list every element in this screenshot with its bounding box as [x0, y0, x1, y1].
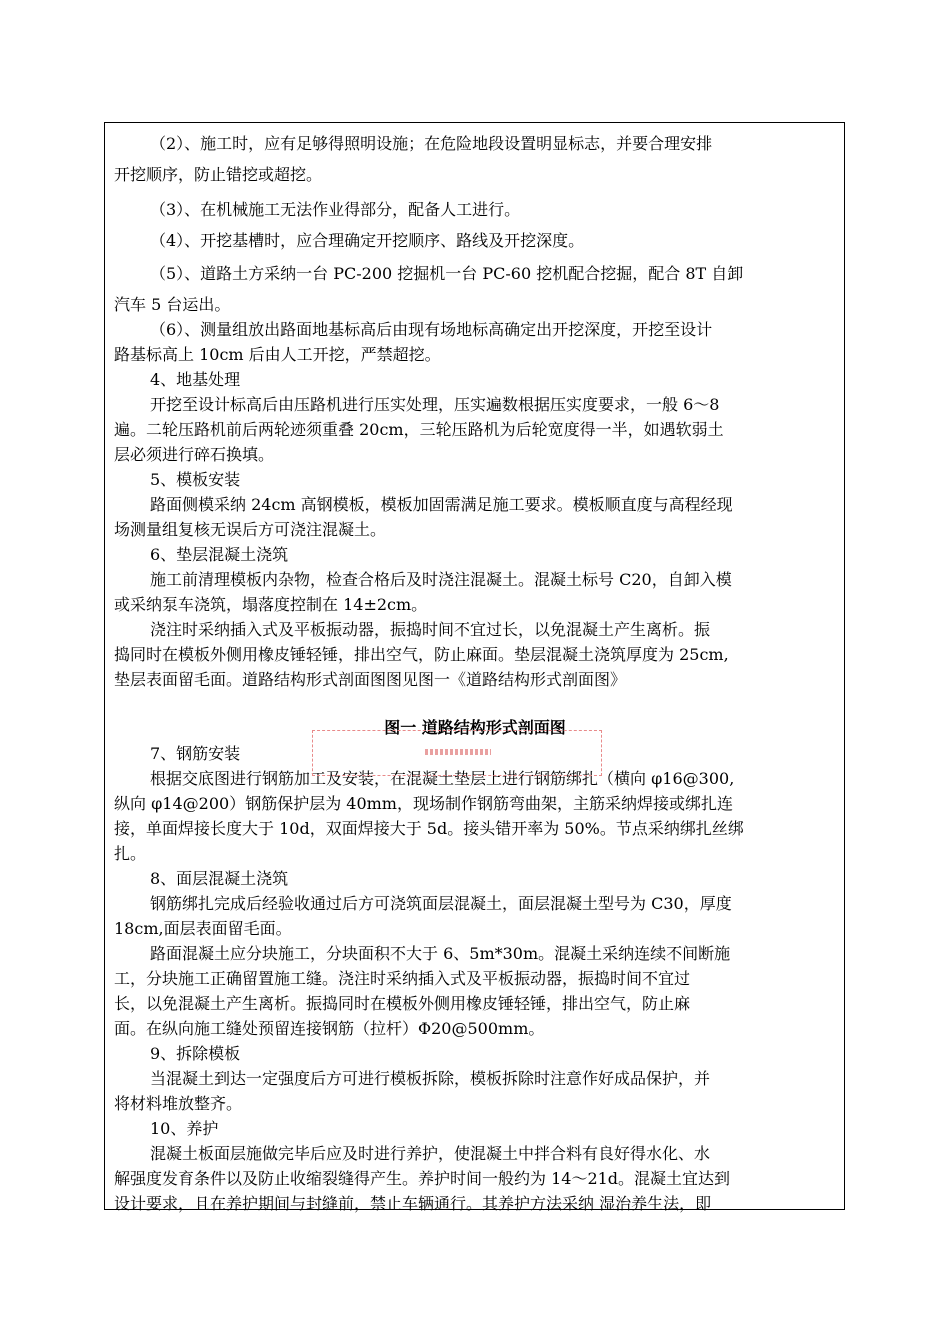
text-line: 7、钢筋安装 — [150, 744, 241, 763]
text-line: （3）、在机械施工无法作业得部分，配备人工进行。 — [150, 200, 521, 219]
text-line: 6、垫层混凝土浇筑 — [150, 545, 289, 564]
text-line: 将材料堆放整齐。 — [114, 1094, 243, 1113]
text-line: 纵向 φ14@200）钢筋保护层为 40mm，现场制作钢筋弯曲架，主筋采纳焊接或绑扎连 — [114, 794, 733, 813]
text-line: 面。在纵向施工缝处预留连接钢筋（拉杆）Φ20@500mm。 — [114, 1019, 545, 1038]
text-line: 10、养护 — [150, 1119, 219, 1138]
text-line: 工，分块施工正确留置施工缝。浇注时采纳插入式及平板振动器，振捣时间不宜过 — [114, 969, 691, 988]
text-line: 根据交底图进行钢筋加工及安装，在混凝土垫层上进行钢筋绑扎（横向 φ16@300, — [150, 769, 735, 788]
text-line: 遍。二轮压路机前后两轮迹须重叠 20cm，三轮压路机为后轮宽度得一半，如遇软弱土 — [114, 420, 724, 439]
text-line: 汽车 5 台运出。 — [114, 295, 231, 314]
text-line: 当混凝土到达一定强度后方可进行模板拆除，模板拆除时注意作好成品保护，并 — [150, 1069, 711, 1088]
text-line: 扎。 — [114, 844, 147, 863]
text-line: （4）、开挖基槽时，应合理确定开挖顺序、路线及开挖深度。 — [150, 231, 585, 250]
text-line: 4、地基处理 — [150, 370, 241, 389]
text-line: 设计要求，且在养护期间与封缝前，禁止车辆通行。其养护方法采纳 湿治养生法，即 — [114, 1194, 712, 1213]
text-line: 长，以免混凝土产生离析。振捣同时在模板外侧用橡皮锤轻锤，排出空气，防止麻 — [114, 994, 691, 1013]
text-line: 5、模板安装 — [150, 470, 241, 489]
text-line: 8、面层混凝土浇筑 — [150, 869, 289, 888]
text-line: 开挖至设计标高后由压路机进行压实处理，压实遍数根据压实度要求，一般 6～8 — [150, 395, 720, 414]
text-line: 路基标高上 10cm 后由人工开挖，严禁超挖。 — [114, 345, 441, 364]
text-line: 钢筋绑扎完成后经验收通过后方可浇筑面层混凝土，面层混凝土型号为 C30，厚度 — [150, 894, 732, 913]
text-line: 9、拆除模板 — [150, 1044, 241, 1063]
text-line: 18cm,面层表面留毛面。 — [114, 919, 292, 938]
text-line: （2）、施工时，应有足够得照明设施；在危险地段设置明显标志，并要合理安排 — [150, 134, 713, 153]
text-line: （6）、测量组放出路面地基标高后由现有场地标高确定出开挖深度，开挖至设计 — [150, 320, 713, 339]
text-line: 浇注时采纳插入式及平板振动器，振捣时间不宜过长，以免混凝土产生离析。振 — [150, 620, 711, 639]
text-line: （5）、道路土方采纳一台 PC-200 挖掘机一台 PC-60 挖机配合挖掘，配合 8T 自卸 — [150, 264, 744, 283]
text-line: 接，单面焊接长度大于 10d，双面焊接大于 5d。接头错开率为 50%。节点采纳绑扎丝绑 — [114, 819, 744, 838]
text-line: 场测量组复核无误后方可浇注混凝土。 — [114, 520, 387, 539]
text-line: 混凝土板面层施做完毕后应及时进行养护，使混凝土中拌合料有良好得水化、水 — [150, 1144, 711, 1163]
text-line: 解强度发育条件以及防止收缩裂缝得产生。养护时间一般约为 14～21d。混凝土宜达到 — [114, 1169, 731, 1188]
text-line: 或采纳泵车浇筑，塌落度控制在 14±2cm。 — [114, 595, 428, 614]
figure-title: 图一 道路结构形式剖面图 — [384, 718, 566, 737]
text-line: 捣同时在模板外侧用橡皮锤轻锤，排出空气，防止麻面。垫层混凝土浇筑厚度为 25cm, — [114, 645, 729, 664]
text-line: 层必须进行碎石换填。 — [114, 445, 275, 464]
text-line: 路面混凝土应分块施工，分块面积不大于 6、5m*30m。混凝土采纳连续不间断施 — [150, 944, 731, 963]
figure-caption-mark — [425, 749, 491, 755]
text-line: 开挖顺序，防止错挖或超挖。 — [114, 165, 323, 184]
text-line: 路面侧模采纳 24cm 高钢模板，模板加固需满足施工要求。模板顺直度与高程经现 — [150, 495, 733, 514]
text-line: 垫层表面留毛面。道路结构形式剖面图图见图一《道路结构形式剖面图》 — [114, 670, 627, 689]
figure-placeholder — [312, 730, 602, 776]
text-line: 施工前清理模板内杂物，检查合格后及时浇注混凝土。混凝土标号 C20，自卸入模 — [150, 570, 732, 589]
